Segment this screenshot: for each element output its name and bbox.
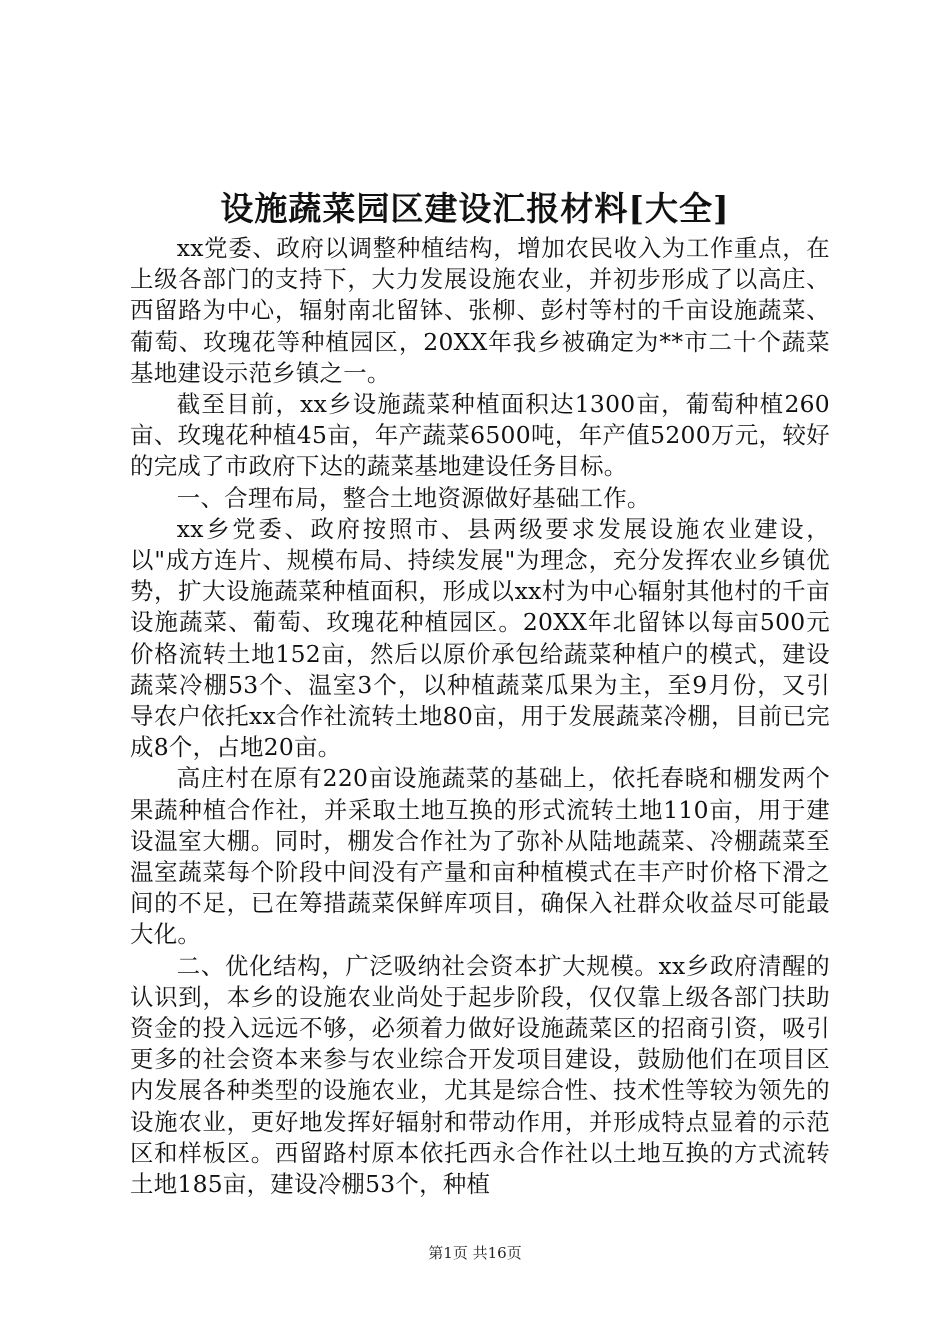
paragraph-gaozhuang: 高庄村在原有220亩设施蔬菜的基础上，依托春晓和棚发两个果蔬种植合作社，并采取土地互换的形式流转土地110亩，用于建设温室大棚。同时，棚发合作社为了弥补从陆地蔬菜、冷棚蔬菜至温室蔬菜每个阶段中间没有产量和亩种植模式在丰产时价格下滑之间的不足，已在筹措蔬菜保鲜库项目，确保入社群众收益尽可能最大化。 bbox=[130, 764, 830, 949]
paragraph-current-status: 截至目前，xx乡设施蔬菜种植面积达1300亩，葡萄种植260亩、玫瑰花种植45亩，年产蔬菜6500吨，年产值5200万元，较好的完成了市政府下达的蔬菜基地建设任务目标。 bbox=[130, 390, 830, 481]
document-body bbox=[130, 233, 830, 1200]
paragraph-intro: xx党委、政府以调整种植结构，增加农民收入为工作重点，在上级各部门的支持下，大力发展设施农业，并初步形成了以高庄、西留路为中心，辐射南北留钵、张柳、彭村等村的千亩设施蔬菜、葡萄、玫瑰花等种植园区，20XX年我乡被确定为**市二十个蔬菜基地建设示范乡镇之一。 bbox=[130, 234, 830, 387]
page-number-footer: 第1页 共16页 bbox=[428, 1244, 522, 1262]
paragraph-section-2: 二、优化结构，广泛吸纳社会资本扩大规模。xx乡政府清醒的认识到，本乡的设施农业尚处于起步阶段，仅仅靠上级各部门扶助资金的投入远远不够，必须着力做好设施蔬菜区的招商引资，吸引更多的社会资本来参与农业综合开发项目建设，鼓励他们在项目区内发展各种类型的设施农业，尤其是综合性、技术性等较为领先的设施农业，更好地发挥好辐射和带动作用，并形成特点显着的示范区和样板区。西留路村原本依托西永合作社以土地互换的方式流转土地185亩，建设冷棚53个，种植 bbox=[130, 951, 830, 1199]
paragraph-layout: xx乡党委、政府按照市、县两级要求发展设施农业建设，以"成方连片、规模布局、持续发展"为理念，充分发挥农业乡镇优势，扩大设施蔬菜种植面积，形成以xx村为中心辐射其他村的千亩设施蔬菜、葡萄、玫瑰花种植园区。20XX年北留钵以每亩500元价格流转土地152亩，然后以原价承包给蔬菜种植户的模式，建设蔬菜冷棚53个、温室3个，以种植蔬菜瓜果为主，至9月份，又引导农户依托xx合作社流转土地80亩，用于发展蔬菜冷棚，目前已完成8个，占地20亩。 bbox=[130, 514, 830, 762]
section-heading-1: 一、合理布局，整合土地资源做好基础工作。 bbox=[176, 483, 651, 512]
document-title: 设施蔬菜园区建设汇报材料[大全] bbox=[220, 189, 730, 228]
